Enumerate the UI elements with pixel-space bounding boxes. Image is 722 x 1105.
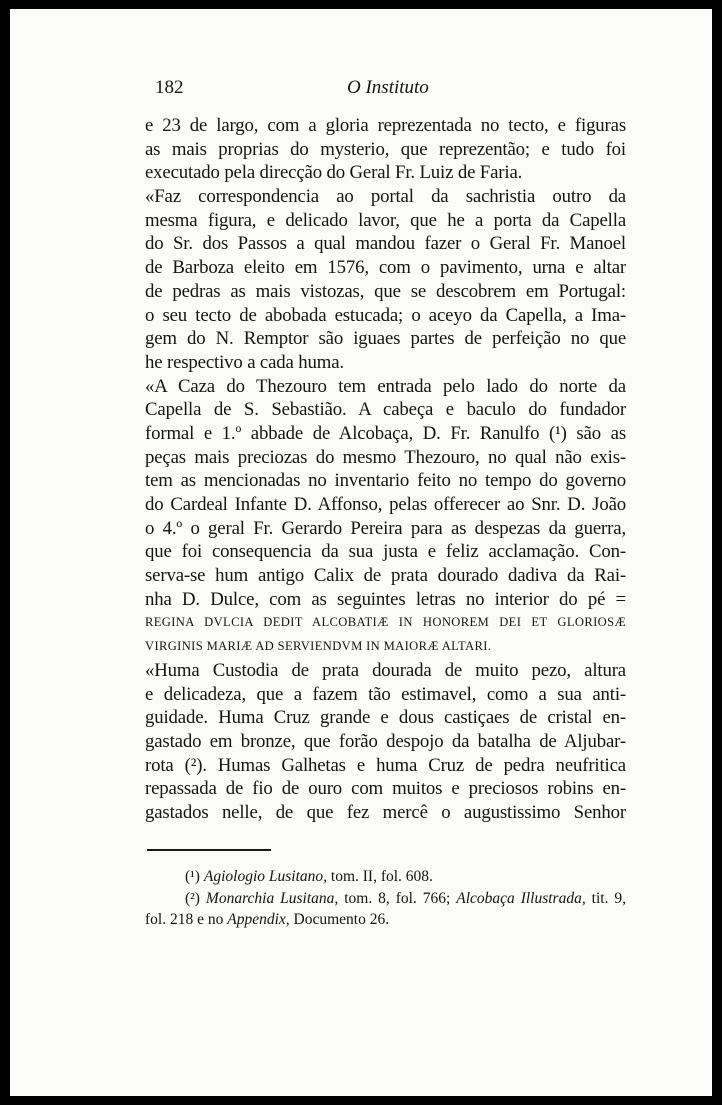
text-line: formal e 1.º abbade de Alcobaça, D. Fr. Ranulfo (¹) são as: [145, 422, 626, 444]
text-line: gastado em bronze, que forão despojo da batalha de Aljubar-: [145, 730, 626, 752]
text-line: gem do N. Remptor são iguaes partes de perfeição no que: [145, 328, 626, 350]
inscription-line: REGINA DVLCIA DEDIT ALCOBATIÆ IN HONOREM DEI ET GLORIOSÆ: [145, 615, 626, 630]
text-line: e delicadeza, que a fazem tão estimavel, como a sua anti-: [145, 683, 626, 705]
text-line: de Barboza eleito em 1576, com o pavimento, urna e altar: [145, 257, 626, 279]
text-line: guidade. Huma Cruz grande e dous castiçaes de cristal en-: [145, 707, 626, 729]
footnote-title: Alcobaça Illustrada,: [456, 889, 586, 907]
footnote-text: tit. 9,: [585, 889, 627, 907]
footnote-text: tom. 8, fol. 766;: [338, 889, 457, 907]
footnote-2-continued: [145, 909, 626, 931]
text-line: do Sr. dos Passos a qual mandou fazer o Geral Fr. Manoel: [145, 233, 626, 255]
footnote-marker: (¹): [185, 868, 200, 885]
text-line: gastados nelle, de que fez mercê o augustissimo Senhor: [145, 801, 626, 823]
footnote-marker: (²): [185, 889, 200, 907]
text-line: rota (²). Humas Galhetas e huma Cruz de pedra neufritica: [145, 754, 626, 776]
footnotes: [145, 866, 626, 931]
text-line: as mais proprias do mysterio, que reprezentão; e tudo foi: [145, 138, 626, 160]
text-line: de pedras as mais vistozas, que se descobrem em Portugal:: [145, 280, 626, 302]
footnote-2: [145, 888, 626, 910]
inscription-line: VIRGINIS MARIÆ AD SERVIENDVM IN MAIORÆ ALTARI.: [145, 639, 492, 654]
page-number: 182: [155, 77, 184, 98]
page-header: [155, 77, 635, 103]
text-line: peças mais preciozas do mesmo Thezouro, no qual não exis-: [145, 446, 626, 468]
text-line: executado pela direcção do Geral Fr. Luiz de Faria.: [145, 162, 523, 184]
text-line: e 23 de largo, com a gloria reprezentada no tecto, e figuras: [145, 115, 626, 136]
footnote-text: Documento 26.: [289, 911, 390, 928]
text-line: que foi consequencia da sua justa e feliz acclamação. Con-: [145, 541, 626, 563]
text-line: «Huma Custodia de prata dourada de muito pezo, altura: [145, 659, 626, 681]
text-line: tem as mencionadas no inventario feito no tempo do governo: [145, 470, 626, 492]
text-line: he respectivo a cada huma.: [145, 351, 344, 373]
footnote-text: fol. 218 e no: [145, 911, 228, 928]
body-text: [145, 114, 626, 825]
footnote-title: Monarchia Lusitana,: [205, 889, 339, 907]
text-line: «Faz correspondencia ao portal da sachristia outro da: [145, 186, 626, 208]
running-title: O Instituto: [347, 77, 429, 98]
footnote-1: [145, 866, 626, 888]
text-line: o 4.º o geral Fr. Gerardo Pereira para as despezas da guerra,: [145, 517, 626, 539]
text-line: repassada de fio de ouro com muitos e preciosos robins en-: [145, 778, 626, 800]
text-line: mesma figura, e delicado lavor, que he a porta da Capella: [145, 209, 626, 231]
footnote-title: Agiologio Lusitano,: [203, 868, 328, 885]
text-line: nha D. Dulce, com as seguintes letras no interior do pé =: [145, 588, 626, 610]
text-line: do Cardeal Infante D. Affonso, pelas offerecer ao Snr. D. João: [145, 494, 626, 515]
text-line: o seu tecto de abobada estucada; o aceyo da Capella, a Ima-: [145, 304, 626, 326]
footnote-text: tom. II, fol. 608.: [327, 868, 433, 885]
text-line: serva-se hum antigo Calix de prata dourado dadiva da Rai-: [145, 565, 626, 587]
text-line: «A Caza do Thezouro tem entrada pelo lado do norte da: [145, 375, 626, 397]
footnote-divider: [147, 849, 271, 851]
text-line: Capella de S. Sebastião. A cabeça e baculo do fundador: [145, 399, 626, 421]
footnote-title: Appendix,: [227, 911, 290, 928]
